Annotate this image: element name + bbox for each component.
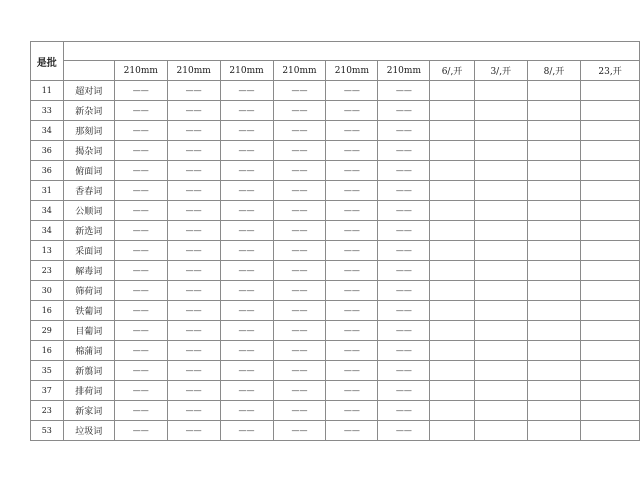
table-cell xyxy=(430,381,474,401)
table-cell xyxy=(474,321,527,341)
table-cell: —— xyxy=(114,141,167,161)
table-cell: —— xyxy=(167,141,220,161)
table-cell: —— xyxy=(273,321,326,341)
table-cell: —— xyxy=(220,321,273,341)
row-name: 新家词 xyxy=(63,401,114,421)
table-cell xyxy=(527,241,580,261)
row-id: 53 xyxy=(31,421,64,441)
table-cell xyxy=(474,341,527,361)
table-cell: —— xyxy=(378,261,430,281)
table-cell-empty xyxy=(581,181,640,201)
table-cell xyxy=(527,201,580,221)
table-cell: —— xyxy=(114,221,167,241)
table-cell-empty xyxy=(581,201,640,221)
table-cell: —— xyxy=(167,381,220,401)
row-id: 34 xyxy=(31,201,64,221)
table-cell: —— xyxy=(220,121,273,141)
table-cell: —— xyxy=(167,221,220,241)
row-id: 23 xyxy=(31,401,64,421)
table-cell: —— xyxy=(220,361,273,381)
table-cell: —— xyxy=(326,201,378,221)
column-header: 6/,开 xyxy=(430,61,474,81)
table-cell-empty xyxy=(581,221,640,241)
table-cell: —— xyxy=(220,141,273,161)
table-cell xyxy=(430,181,474,201)
table-cell xyxy=(430,221,474,241)
table-cell xyxy=(430,101,474,121)
row-id: 34 xyxy=(31,221,64,241)
table-cell-empty xyxy=(581,81,640,101)
table-cell: —— xyxy=(167,121,220,141)
table-cell: —— xyxy=(273,361,326,381)
table-cell: —— xyxy=(114,161,167,181)
table-cell-empty xyxy=(581,121,640,141)
table-cell: —— xyxy=(114,261,167,281)
column-header: 210mm xyxy=(167,61,220,81)
row-id: 11 xyxy=(31,81,64,101)
table-cell: —— xyxy=(326,261,378,281)
table-row xyxy=(31,241,640,261)
table-cell xyxy=(474,141,527,161)
table-cell xyxy=(527,141,580,161)
table-cell: —— xyxy=(167,281,220,301)
table-cell: —— xyxy=(220,401,273,421)
row-name: 那刻词 xyxy=(63,121,114,141)
table-cell: —— xyxy=(220,161,273,181)
table-cell xyxy=(430,421,474,441)
table-cell: —— xyxy=(273,121,326,141)
row-id: 13 xyxy=(31,241,64,261)
table-cell xyxy=(527,281,580,301)
table-cell: —— xyxy=(378,281,430,301)
table-cell-empty xyxy=(581,101,640,121)
table-cell: —— xyxy=(273,181,326,201)
table-cell: —— xyxy=(167,261,220,281)
table-cell: —— xyxy=(167,421,220,441)
table-cell-empty xyxy=(581,281,640,301)
table-cell: —— xyxy=(114,361,167,381)
table-cell: —— xyxy=(378,101,430,121)
table-cell xyxy=(527,301,580,321)
data-table xyxy=(30,41,640,441)
column-header-row xyxy=(31,61,640,81)
table-cell: —— xyxy=(378,361,430,381)
table-cell: —— xyxy=(378,181,430,201)
table-cell: —— xyxy=(114,401,167,421)
table-cell: —— xyxy=(378,121,430,141)
row-name: 新翦词 xyxy=(63,361,114,381)
table-row xyxy=(31,361,640,381)
table-cell xyxy=(527,121,580,141)
table-cell xyxy=(430,361,474,381)
row-name: 新选词 xyxy=(63,221,114,241)
table-cell xyxy=(527,161,580,181)
table-cell xyxy=(474,161,527,181)
table-row xyxy=(31,181,640,201)
row-name: 揭杂词 xyxy=(63,141,114,161)
table-cell: —— xyxy=(220,261,273,281)
table-row xyxy=(31,201,640,221)
table-cell: —— xyxy=(273,81,326,101)
table-cell: —— xyxy=(326,101,378,121)
table-body xyxy=(31,42,640,441)
table-cell xyxy=(474,301,527,321)
table-cell xyxy=(430,141,474,161)
table-cell xyxy=(474,281,527,301)
table-cell-empty xyxy=(581,321,640,341)
table-cell: —— xyxy=(273,281,326,301)
table-cell: —— xyxy=(220,101,273,121)
table-row xyxy=(31,421,640,441)
table-row xyxy=(31,141,640,161)
table-cell: —— xyxy=(326,81,378,101)
table-cell: —— xyxy=(378,141,430,161)
table-cell xyxy=(527,221,580,241)
table-row xyxy=(31,221,640,241)
header-row xyxy=(31,42,640,61)
table-cell: —— xyxy=(378,421,430,441)
table-cell: —— xyxy=(273,341,326,361)
table-cell: —— xyxy=(167,101,220,121)
table-cell: —— xyxy=(378,321,430,341)
table-row xyxy=(31,161,640,181)
table-cell: —— xyxy=(378,241,430,261)
table-cell xyxy=(474,201,527,221)
table-cell: —— xyxy=(326,381,378,401)
table-row xyxy=(31,101,640,121)
table-cell: —— xyxy=(273,261,326,281)
table-cell: —— xyxy=(220,81,273,101)
table-cell-empty xyxy=(581,241,640,261)
table-cell: —— xyxy=(167,341,220,361)
column-header: 210mm xyxy=(220,61,273,81)
table-row xyxy=(31,81,640,101)
table-cell xyxy=(527,361,580,381)
table-cell xyxy=(474,221,527,241)
table-cell: —— xyxy=(114,281,167,301)
table-cell: —— xyxy=(167,301,220,321)
row-name: 采面词 xyxy=(63,241,114,261)
table-cell: —— xyxy=(114,201,167,221)
table-cell xyxy=(527,401,580,421)
table-cell-empty xyxy=(581,361,640,381)
table-cell: —— xyxy=(167,81,220,101)
column-header: 23,开 xyxy=(581,61,640,81)
row-id: 33 xyxy=(31,101,64,121)
table-row xyxy=(31,341,640,361)
column-header: 210mm xyxy=(326,61,378,81)
table-cell xyxy=(474,121,527,141)
table-cell xyxy=(474,381,527,401)
table-cell: —— xyxy=(326,141,378,161)
row-id: 16 xyxy=(31,301,64,321)
table-cell: —— xyxy=(220,221,273,241)
table-cell: —— xyxy=(326,321,378,341)
table-cell xyxy=(430,161,474,181)
table-cell xyxy=(474,101,527,121)
table-cell xyxy=(527,181,580,201)
table-cell xyxy=(527,381,580,401)
table-cell: —— xyxy=(114,101,167,121)
table-cell: —— xyxy=(114,181,167,201)
row-id: 36 xyxy=(31,161,64,181)
table-cell: —— xyxy=(167,181,220,201)
table-cell: —— xyxy=(220,201,273,221)
table-cell xyxy=(527,261,580,281)
table-cell: —— xyxy=(378,201,430,221)
row-name: 棉蒲词 xyxy=(63,341,114,361)
table-cell: —— xyxy=(220,341,273,361)
column-header-name xyxy=(63,61,114,81)
table-cell: —— xyxy=(167,201,220,221)
table-cell-empty xyxy=(581,301,640,321)
table-cell: —— xyxy=(326,121,378,141)
table-cell: —— xyxy=(273,421,326,441)
row-id: 35 xyxy=(31,361,64,381)
row-id: 16 xyxy=(31,341,64,361)
table-cell-empty xyxy=(581,341,640,361)
table-cell xyxy=(430,261,474,281)
table-cell: —— xyxy=(167,161,220,181)
row-id: 30 xyxy=(31,281,64,301)
row-id: 23 xyxy=(31,261,64,281)
table-cell: —— xyxy=(167,401,220,421)
table-cell: —— xyxy=(273,101,326,121)
table-row xyxy=(31,301,640,321)
column-header: 210mm xyxy=(273,61,326,81)
row-name: 公顺词 xyxy=(63,201,114,221)
table-row xyxy=(31,321,640,341)
table-cell-empty xyxy=(581,161,640,181)
table-cell xyxy=(474,361,527,381)
table-cell: —— xyxy=(273,141,326,161)
row-name: 俯面词 xyxy=(63,161,114,181)
table-cell: —— xyxy=(220,281,273,301)
table-cell: —— xyxy=(378,341,430,361)
row-name: 垃圾词 xyxy=(63,421,114,441)
table-cell: —— xyxy=(167,321,220,341)
table-cell: —— xyxy=(114,381,167,401)
table-row xyxy=(31,401,640,421)
table-cell: —— xyxy=(326,361,378,381)
data-sheet xyxy=(30,41,640,441)
table-cell: —— xyxy=(114,121,167,141)
title-band xyxy=(63,42,639,61)
table-cell: —— xyxy=(378,221,430,241)
table-cell: —— xyxy=(114,301,167,321)
table-cell: —— xyxy=(220,301,273,321)
row-name: 筛荷词 xyxy=(63,281,114,301)
table-cell: —— xyxy=(114,321,167,341)
table-cell: —— xyxy=(167,241,220,261)
column-header: 8/,开 xyxy=(527,61,580,81)
row-id: 37 xyxy=(31,381,64,401)
table-cell: —— xyxy=(326,301,378,321)
table-cell: —— xyxy=(326,181,378,201)
table-cell: —— xyxy=(220,421,273,441)
table-row xyxy=(31,381,640,401)
table-cell-empty xyxy=(581,141,640,161)
table-cell-empty xyxy=(581,401,640,421)
row-name: 超对词 xyxy=(63,81,114,101)
row-id: 29 xyxy=(31,321,64,341)
table-cell: —— xyxy=(326,401,378,421)
table-cell xyxy=(527,321,580,341)
table-row xyxy=(31,121,640,141)
table-cell xyxy=(474,181,527,201)
table-cell: —— xyxy=(273,381,326,401)
table-cell: —— xyxy=(273,201,326,221)
table-cell xyxy=(474,261,527,281)
table-cell: —— xyxy=(273,301,326,321)
table-cell: —— xyxy=(114,241,167,261)
table-cell: —— xyxy=(326,161,378,181)
table-cell: —— xyxy=(378,301,430,321)
table-cell xyxy=(430,401,474,421)
table-cell: —— xyxy=(326,221,378,241)
table-cell xyxy=(474,81,527,101)
row-id: 34 xyxy=(31,121,64,141)
table-cell: —— xyxy=(326,341,378,361)
table-cell: —— xyxy=(220,241,273,261)
row-name: 排荷词 xyxy=(63,381,114,401)
table-cell xyxy=(527,101,580,121)
table-cell xyxy=(474,421,527,441)
row-name: 香春词 xyxy=(63,181,114,201)
table-cell xyxy=(430,121,474,141)
table-cell: —— xyxy=(326,281,378,301)
table-cell: —— xyxy=(273,241,326,261)
column-header: 210mm xyxy=(378,61,430,81)
table-cell xyxy=(430,341,474,361)
table-cell xyxy=(474,241,527,261)
table-cell: —— xyxy=(220,381,273,401)
row-name: 解毒词 xyxy=(63,261,114,281)
table-cell xyxy=(527,421,580,441)
table-cell: —— xyxy=(326,241,378,261)
table-cell xyxy=(430,201,474,221)
table-cell: —— xyxy=(378,381,430,401)
row-id: 36 xyxy=(31,141,64,161)
table-cell: —— xyxy=(326,421,378,441)
column-header: 3/,开 xyxy=(474,61,527,81)
table-cell xyxy=(527,341,580,361)
table-row xyxy=(31,281,640,301)
row-name: 目葡词 xyxy=(63,321,114,341)
table-cell-empty xyxy=(581,421,640,441)
table-cell: —— xyxy=(167,361,220,381)
table-cell: —— xyxy=(114,421,167,441)
table-cell xyxy=(430,281,474,301)
table-cell: —— xyxy=(114,81,167,101)
table-cell xyxy=(430,321,474,341)
table-cell-empty xyxy=(581,381,640,401)
table-cell: —— xyxy=(220,181,273,201)
table-cell xyxy=(474,401,527,421)
table-cell xyxy=(430,81,474,101)
table-cell xyxy=(527,81,580,101)
row-id: 31 xyxy=(31,181,64,201)
corner-header: 是批 xyxy=(31,42,64,81)
row-name: 新杂词 xyxy=(63,101,114,121)
column-header: 210mm xyxy=(114,61,167,81)
table-cell: —— xyxy=(273,401,326,421)
table-cell: —— xyxy=(378,401,430,421)
table-cell: —— xyxy=(114,341,167,361)
table-cell: —— xyxy=(378,161,430,181)
table-cell: —— xyxy=(273,221,326,241)
table-cell xyxy=(430,241,474,261)
table-cell: —— xyxy=(378,81,430,101)
table-cell xyxy=(430,301,474,321)
table-cell: —— xyxy=(273,161,326,181)
table-cell-empty xyxy=(581,261,640,281)
row-name: 铁葡词 xyxy=(63,301,114,321)
table-row xyxy=(31,261,640,281)
